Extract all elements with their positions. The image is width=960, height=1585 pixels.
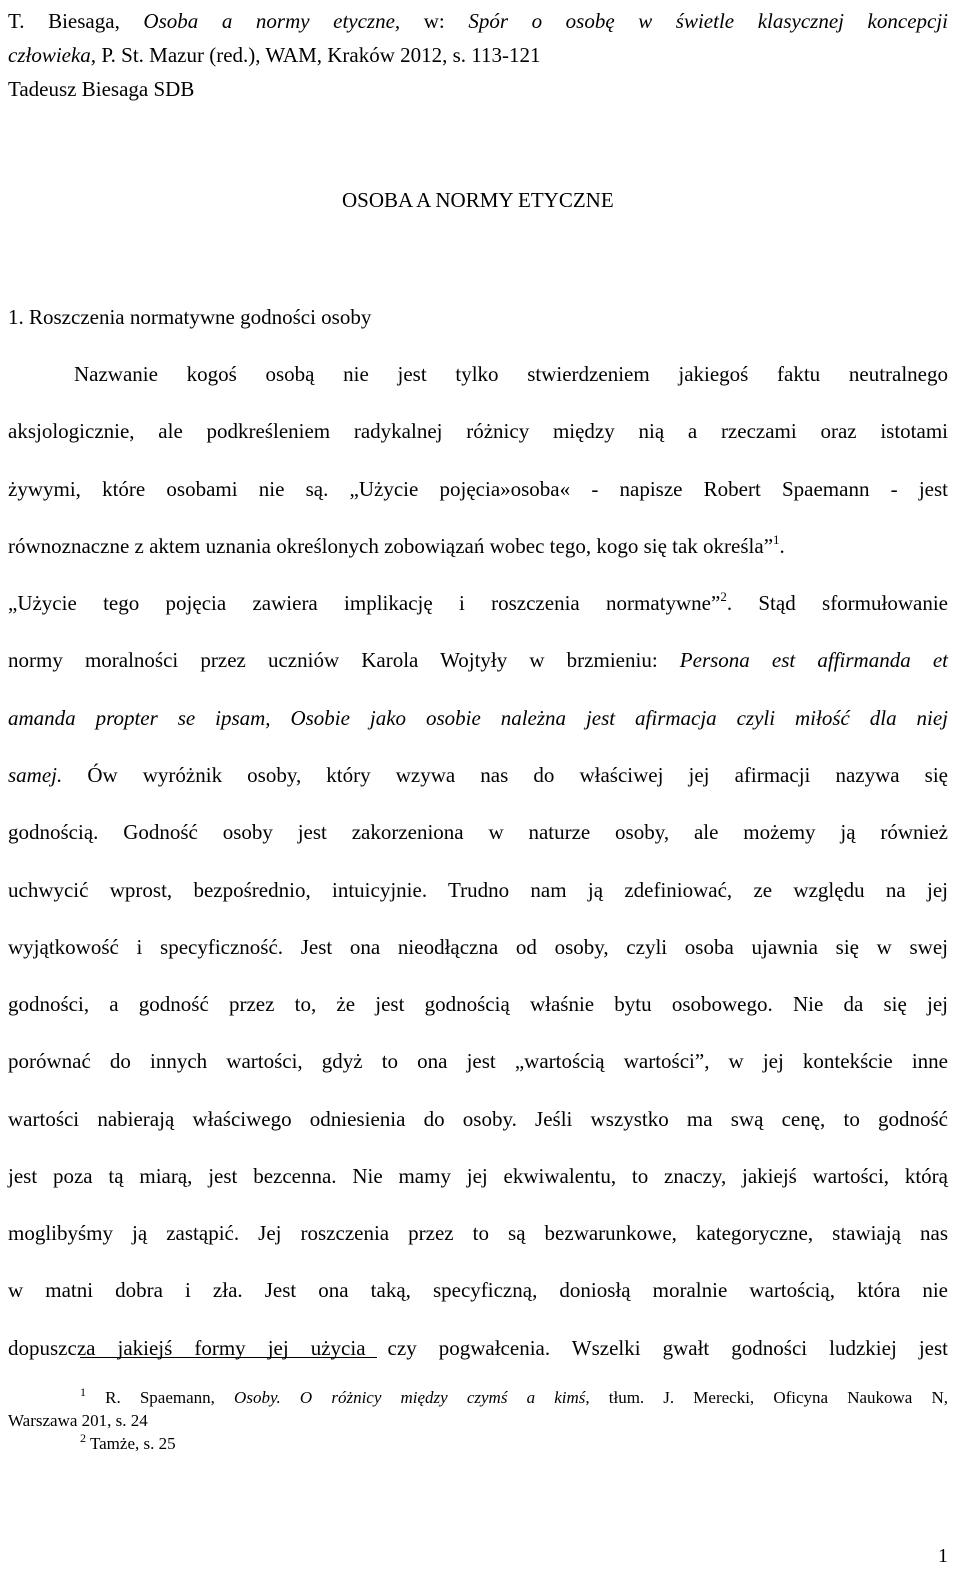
page-title: OSOBA A NORMY ETYCZNE <box>342 188 614 212</box>
body-line-18: dopuszcza jakiejś formy jej użycia czy pogwałcenia. Wszelki gwałt godności ludzkiej jest <box>8 1336 948 1360</box>
body-line-4 <box>8 533 948 562</box>
footnote-1 <box>80 1385 948 1409</box>
footnote-2-number: 2 <box>80 1431 86 1445</box>
footnote-1-title: Osoby. O różnicy między czymś a kimś, <box>234 1388 590 1407</box>
body-line-15: jest poza tą miarą, jest bezcenna. Nie mamy jej ekwiwalentu, to znaczy, jakiejś wartości, którą <box>8 1164 948 1188</box>
body-line-12: godności, a godność przez to, że jest godnością właśnie bytu osobowego. Nie da się jej <box>8 992 948 1016</box>
body-line-6-text: normy moralności przez uczniów Karola Wojtyły w brzmieniu: <box>8 648 680 672</box>
body-line-17: w matni dobra i zła. Jest ona taką, specyficzną, doniosłą moralnie wartością, która nie <box>8 1278 948 1302</box>
body-line-16: moglibyśmy ją zastąpić. Jej roszczenia przez to są bezwarunkowe, kategoryczne, stawiają nas <box>8 1221 948 1245</box>
body-line-6-latin: Persona est affirmanda et <box>679 648 948 672</box>
body-line-7-italic: amanda propter se ipsam, Osobie jako osobie należna jest afirmacja czyli miłość dla niej <box>8 706 948 730</box>
body-line-5-quote: „Użycie tego pojęcia zawiera implikację i roszczenia normatywne” <box>8 591 721 615</box>
body-line-8-text: Ów wyróżnik osoby, który wzywa nas do właściwej jej afirmacji nazywa się <box>62 763 948 787</box>
body-line-14: wartości nabierają właściwego odniesienia do osoby. Jeśli wszystko ma swą cenę, to godność <box>8 1107 948 1131</box>
citation-book-title: Spór o osobę w świetle klasycznej koncepcji <box>468 9 949 33</box>
footnote-divider <box>80 1357 377 1358</box>
footnote-1-author: R. Spaemann, <box>86 1388 235 1407</box>
citation-author: T. Biesaga, <box>8 9 144 33</box>
citation-title: Osoba a normy etyczne, <box>143 9 401 33</box>
citation-publication: P. St. Mazur (red.), WAM, Kraków 2012, s. 113-121 <box>96 43 541 67</box>
footnote-ref-2[interactable]: 2 <box>720 589 727 604</box>
body-line-9: godnością. Godność osoby jest zakorzeniona w naturze osoby, ale możemy ją również <box>8 820 948 844</box>
body-line-1: Nazwanie kogoś osobą nie jest tylko stwierdzeniem jakiegoś faktu neutralnego <box>74 362 948 386</box>
footnote-ref-1[interactable]: 1 <box>773 532 780 547</box>
footnote-1-publisher: tłum. J. Merecki, Oficyna Naukowa N, <box>589 1388 948 1407</box>
body-line-6 <box>8 647 948 673</box>
footnote-1-line-2: Warszawa 201, s. 24 <box>8 1411 148 1430</box>
author-line: Tadeusz Biesaga SDB <box>8 77 195 101</box>
body-line-4-text: równoznaczne z aktem uznania określonych zobowiązań wobec tego, kogo się tak określa” <box>8 534 774 558</box>
citation-line-1 <box>8 8 948 34</box>
page-number: 1 <box>938 1545 948 1567</box>
body-line-5 <box>8 590 948 619</box>
body-line-3: żywymi, które osobami nie są. „Użycie pojęcia»osoba« - napisze Robert Spaemann - jest <box>8 477 948 501</box>
body-line-8-italic: samej. <box>8 763 63 787</box>
footnote-1-number: 1 <box>80 1385 86 1399</box>
body-line-8 <box>8 762 948 788</box>
footnote-2 <box>80 1431 960 1455</box>
citation-book-title-cont: człowieka, <box>8 43 97 67</box>
body-line-5-rest: . Stąd sformułowanie <box>726 591 948 615</box>
body-line-11: wyjątkowość i specyficzność. Jest ona nieodłączna od osoby, czyli osoba ujawnia się w swej <box>8 935 948 959</box>
section-heading: 1. Roszczenia normatywne godności osoby <box>8 305 372 329</box>
footnote-2-text: Tamże, s. 25 <box>86 1434 176 1453</box>
body-line-4-end: . <box>779 534 785 558</box>
body-line-7 <box>8 705 948 731</box>
citation-line-2 <box>8 42 948 68</box>
body-line-2: aksjologicznie, ale podkreśleniem radykalnej różnicy między nią a rzeczami oraz istotami <box>8 419 948 443</box>
citation-in: w: <box>400 9 469 33</box>
body-line-10: uchwycić wprost, bezpośrednio, intuicyjnie. Trudno nam ją zdefiniować, ze względu na jej <box>8 878 948 902</box>
body-line-13: porównać do innych wartości, gdyż to ona jest „wartością wartości”, w jej kontekście inne <box>8 1049 948 1073</box>
